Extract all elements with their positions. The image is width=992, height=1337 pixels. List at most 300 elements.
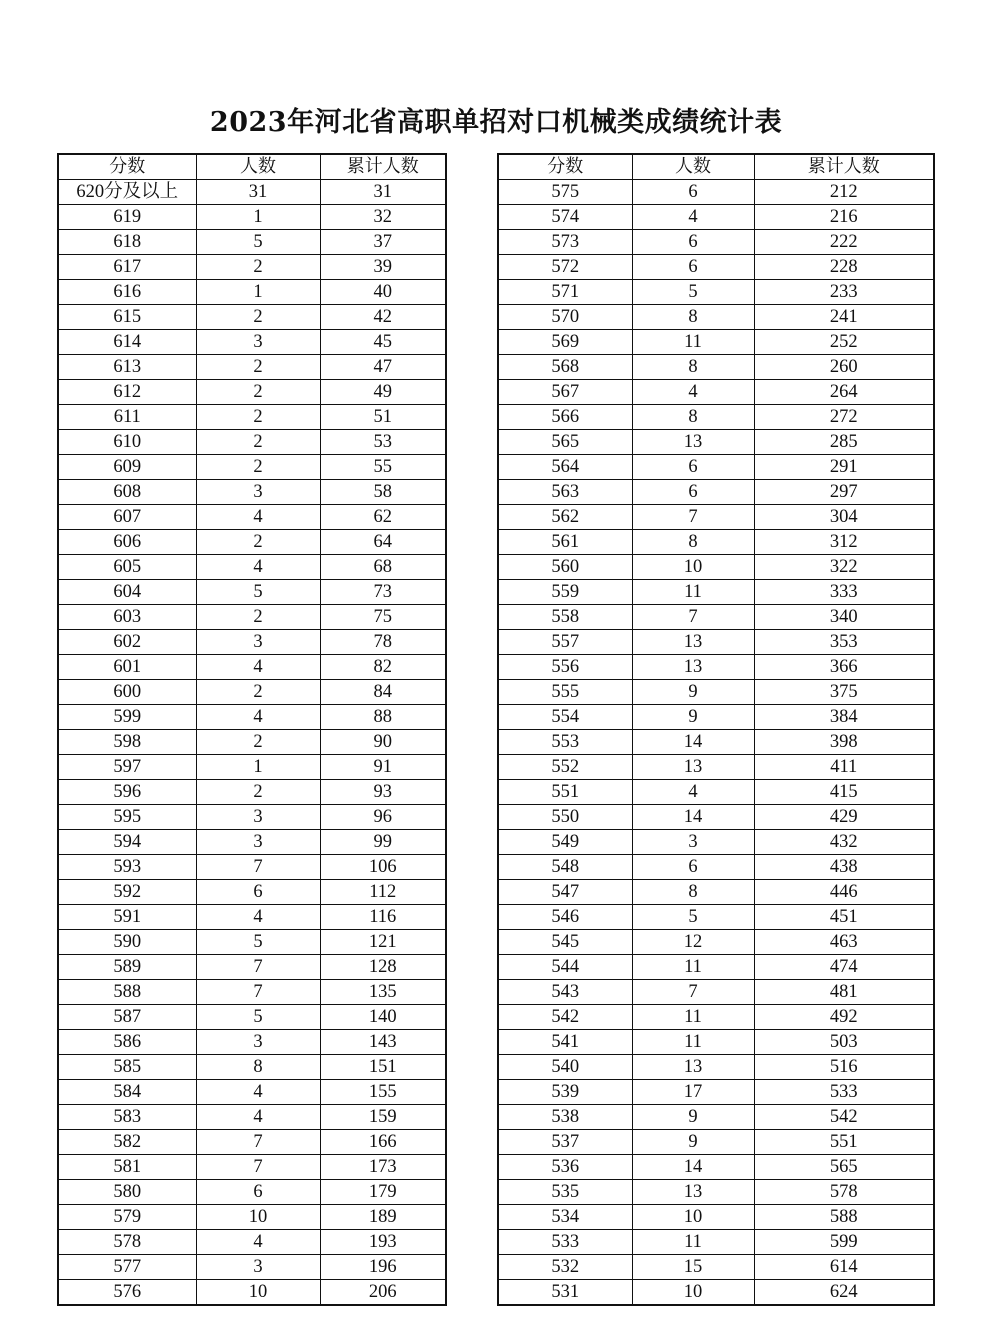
score-cell: 614 — [58, 330, 196, 355]
cumulative-cell: 241 — [754, 305, 934, 330]
score-cell: 594 — [58, 830, 196, 855]
cumulative-cell: 463 — [754, 930, 934, 955]
count-cell: 4 — [196, 1230, 320, 1255]
count-cell: 5 — [196, 1005, 320, 1030]
count-cell: 1 — [196, 205, 320, 230]
cumulative-cell: 159 — [320, 1105, 446, 1130]
count-cell: 4 — [632, 205, 754, 230]
count-cell: 14 — [632, 805, 754, 830]
table-row — [498, 355, 934, 380]
score-cell: 532 — [498, 1255, 632, 1280]
score-cell: 539 — [498, 1080, 632, 1105]
cumulative-cell: 297 — [754, 480, 934, 505]
score-cell: 579 — [58, 1205, 196, 1230]
score-cell: 602 — [58, 630, 196, 655]
count-cell: 5 — [632, 905, 754, 930]
cumulative-cell: 75 — [320, 605, 446, 630]
score-cell: 586 — [58, 1030, 196, 1055]
cumulative-cell: 474 — [754, 955, 934, 980]
count-cell: 3 — [196, 1030, 320, 1055]
cumulative-cell: 312 — [754, 530, 934, 555]
count-cell: 8 — [632, 305, 754, 330]
count-cell: 8 — [632, 405, 754, 430]
cumulative-cell: 91 — [320, 755, 446, 780]
cumulative-cell: 503 — [754, 1030, 934, 1055]
score-cell: 534 — [498, 1205, 632, 1230]
cumulative-cell: 99 — [320, 830, 446, 855]
score-cell: 589 — [58, 955, 196, 980]
cumulative-cell: 40 — [320, 280, 446, 305]
table-row — [58, 1080, 446, 1105]
table-row — [498, 480, 934, 505]
score-cell: 544 — [498, 955, 632, 980]
cumulative-cell: 32 — [320, 205, 446, 230]
table-row — [58, 1180, 446, 1205]
score-cell: 578 — [58, 1230, 196, 1255]
table-row — [58, 430, 446, 455]
cumulative-cell: 49 — [320, 380, 446, 405]
score-cell: 601 — [58, 655, 196, 680]
score-cell: 620分及以上 — [58, 180, 196, 205]
count-cell: 31 — [196, 180, 320, 205]
table-row — [498, 1205, 934, 1230]
count-cell: 5 — [196, 230, 320, 255]
count-cell: 5 — [632, 280, 754, 305]
table-row — [58, 180, 446, 205]
score-cell: 541 — [498, 1030, 632, 1055]
count-cell: 7 — [196, 1155, 320, 1180]
table-row — [58, 230, 446, 255]
cumulative-cell: 366 — [754, 655, 934, 680]
score-cell: 617 — [58, 255, 196, 280]
table-row — [58, 655, 446, 680]
score-cell: 563 — [498, 480, 632, 505]
score-cell: 618 — [58, 230, 196, 255]
score-cell: 558 — [498, 605, 632, 630]
count-cell: 7 — [196, 1130, 320, 1155]
cumulative-cell: 588 — [754, 1205, 934, 1230]
cumulative-cell: 106 — [320, 855, 446, 880]
count-cell: 13 — [632, 430, 754, 455]
cumulative-cell: 37 — [320, 230, 446, 255]
score-cell: 538 — [498, 1105, 632, 1130]
score-cell: 611 — [58, 405, 196, 430]
count-cell: 4 — [196, 1080, 320, 1105]
score-cell: 583 — [58, 1105, 196, 1130]
score-cell: 549 — [498, 830, 632, 855]
table-row — [58, 305, 446, 330]
table-row — [498, 280, 934, 305]
cumulative-cell: 206 — [320, 1280, 446, 1306]
table-row — [498, 680, 934, 705]
score-cell: 582 — [58, 1130, 196, 1155]
table-row — [498, 880, 934, 905]
count-cell: 7 — [632, 505, 754, 530]
cumulative-cell: 90 — [320, 730, 446, 755]
cumulative-cell: 415 — [754, 780, 934, 805]
table-row — [58, 455, 446, 480]
count-cell: 5 — [196, 930, 320, 955]
score-cell: 603 — [58, 605, 196, 630]
count-cell: 4 — [196, 655, 320, 680]
count-cell: 8 — [632, 880, 754, 905]
count-cell: 13 — [632, 630, 754, 655]
table-row — [58, 330, 446, 355]
score-cell: 562 — [498, 505, 632, 530]
table-row — [498, 930, 934, 955]
table-row — [498, 230, 934, 255]
score-cell: 574 — [498, 205, 632, 230]
score-cell: 609 — [58, 455, 196, 480]
count-cell: 9 — [632, 1105, 754, 1130]
cumulative-cell: 446 — [754, 880, 934, 905]
score-cell: 568 — [498, 355, 632, 380]
cumulative-cell: 233 — [754, 280, 934, 305]
table-row — [58, 755, 446, 780]
cumulative-cell: 516 — [754, 1055, 934, 1080]
count-cell: 6 — [196, 880, 320, 905]
score-cell: 605 — [58, 555, 196, 580]
table-row — [58, 1030, 446, 1055]
table-row — [498, 805, 934, 830]
count-cell: 2 — [196, 530, 320, 555]
cumulative-cell: 228 — [754, 255, 934, 280]
count-cell: 2 — [196, 430, 320, 455]
count-cell: 11 — [632, 955, 754, 980]
cumulative-cell: 264 — [754, 380, 934, 405]
table-row — [58, 1105, 446, 1130]
table-row — [58, 580, 446, 605]
table-row — [58, 530, 446, 555]
cumulative-cell: 166 — [320, 1130, 446, 1155]
score-cell: 554 — [498, 705, 632, 730]
score-cell: 580 — [58, 1180, 196, 1205]
cumulative-cell: 82 — [320, 655, 446, 680]
table-row — [498, 830, 934, 855]
score-cell: 588 — [58, 980, 196, 1005]
score-cell: 566 — [498, 405, 632, 430]
score-cell: 561 — [498, 530, 632, 555]
count-cell: 7 — [196, 980, 320, 1005]
cumulative-cell: 429 — [754, 805, 934, 830]
cumulative-cell: 173 — [320, 1155, 446, 1180]
cumulative-cell: 55 — [320, 455, 446, 480]
score-cell: 596 — [58, 780, 196, 805]
table-row — [58, 855, 446, 880]
table-row — [58, 1055, 446, 1080]
table-row — [58, 205, 446, 230]
score-cell: 569 — [498, 330, 632, 355]
cumulative-cell: 322 — [754, 555, 934, 580]
score-cell: 595 — [58, 805, 196, 830]
table-row — [498, 455, 934, 480]
count-cell: 13 — [632, 1055, 754, 1080]
table-row — [58, 905, 446, 930]
count-cell: 2 — [196, 405, 320, 430]
table-row — [498, 380, 934, 405]
score-cell: 612 — [58, 380, 196, 405]
cumulative-cell: 45 — [320, 330, 446, 355]
table-row — [498, 1030, 934, 1055]
count-cell: 17 — [632, 1080, 754, 1105]
count-cell: 3 — [196, 1255, 320, 1280]
table-row — [498, 430, 934, 455]
cumulative-cell: 353 — [754, 630, 934, 655]
count-cell: 3 — [196, 330, 320, 355]
count-cell: 8 — [632, 530, 754, 555]
cumulative-cell: 565 — [754, 1155, 934, 1180]
table-row — [498, 655, 934, 680]
table-row — [498, 1080, 934, 1105]
count-cell: 3 — [196, 480, 320, 505]
cumulative-cell: 451 — [754, 905, 934, 930]
score-cell: 576 — [58, 1280, 196, 1306]
cumulative-cell: 96 — [320, 805, 446, 830]
cumulative-cell: 143 — [320, 1030, 446, 1055]
score-cell: 573 — [498, 230, 632, 255]
count-cell: 14 — [632, 730, 754, 755]
header-cumulative: 累计人数 — [754, 154, 934, 180]
score-cell: 551 — [498, 780, 632, 805]
score-cell: 598 — [58, 730, 196, 755]
cumulative-cell: 492 — [754, 1005, 934, 1030]
cumulative-cell: 398 — [754, 730, 934, 755]
table-row — [58, 505, 446, 530]
table-row — [58, 380, 446, 405]
header-score: 分数 — [58, 154, 196, 180]
score-cell: 572 — [498, 255, 632, 280]
score-cell: 548 — [498, 855, 632, 880]
score-cell: 559 — [498, 580, 632, 605]
count-cell: 9 — [632, 680, 754, 705]
table-row — [58, 880, 446, 905]
score-cell: 619 — [58, 205, 196, 230]
count-cell: 1 — [196, 755, 320, 780]
cumulative-cell: 285 — [754, 430, 934, 455]
count-cell: 3 — [196, 830, 320, 855]
table-row — [498, 730, 934, 755]
score-cell: 616 — [58, 280, 196, 305]
table-row — [58, 1205, 446, 1230]
table-row — [498, 1180, 934, 1205]
score-cell: 565 — [498, 430, 632, 455]
table-row — [498, 305, 934, 330]
count-cell: 11 — [632, 330, 754, 355]
score-cell: 593 — [58, 855, 196, 880]
cumulative-cell: 216 — [754, 205, 934, 230]
count-cell: 13 — [632, 655, 754, 680]
table-row — [58, 480, 446, 505]
score-cell: 597 — [58, 755, 196, 780]
table-row — [58, 280, 446, 305]
score-cell: 600 — [58, 680, 196, 705]
cumulative-cell: 384 — [754, 705, 934, 730]
count-cell: 3 — [632, 830, 754, 855]
cumulative-cell: 31 — [320, 180, 446, 205]
count-cell: 6 — [632, 180, 754, 205]
count-cell: 2 — [196, 680, 320, 705]
score-cell: 535 — [498, 1180, 632, 1205]
count-cell: 6 — [632, 230, 754, 255]
cumulative-cell: 47 — [320, 355, 446, 380]
score-cell: 533 — [498, 1230, 632, 1255]
table-row — [498, 780, 934, 805]
cumulative-cell: 542 — [754, 1105, 934, 1130]
count-cell: 10 — [632, 1280, 754, 1306]
cumulative-cell: 58 — [320, 480, 446, 505]
score-cell: 545 — [498, 930, 632, 955]
count-cell: 6 — [196, 1180, 320, 1205]
count-cell: 7 — [632, 980, 754, 1005]
cumulative-cell: 88 — [320, 705, 446, 730]
score-cell: 591 — [58, 905, 196, 930]
cumulative-cell: 481 — [754, 980, 934, 1005]
count-cell: 4 — [632, 380, 754, 405]
score-cell: 564 — [498, 455, 632, 480]
count-cell: 5 — [196, 580, 320, 605]
count-cell: 2 — [196, 355, 320, 380]
score-table-right — [497, 153, 935, 1306]
count-cell: 7 — [196, 955, 320, 980]
count-cell: 13 — [632, 755, 754, 780]
cumulative-cell: 53 — [320, 430, 446, 455]
cumulative-cell: 196 — [320, 1255, 446, 1280]
table-row — [498, 530, 934, 555]
table-row — [58, 730, 446, 755]
table-row — [498, 1005, 934, 1030]
score-cell: 531 — [498, 1280, 632, 1306]
table-row — [498, 905, 934, 930]
count-cell: 10 — [196, 1205, 320, 1230]
table-row — [498, 330, 934, 355]
score-cell: 536 — [498, 1155, 632, 1180]
cumulative-cell: 578 — [754, 1180, 934, 1205]
count-cell: 2 — [196, 730, 320, 755]
count-cell: 4 — [196, 705, 320, 730]
count-cell: 3 — [196, 805, 320, 830]
count-cell: 8 — [632, 355, 754, 380]
cumulative-cell: 78 — [320, 630, 446, 655]
count-cell: 2 — [196, 605, 320, 630]
count-cell: 6 — [632, 855, 754, 880]
table-row — [58, 930, 446, 955]
table-row — [58, 255, 446, 280]
count-cell: 2 — [196, 255, 320, 280]
header-count: 人数 — [196, 154, 320, 180]
table-row — [58, 980, 446, 1005]
cumulative-cell: 140 — [320, 1005, 446, 1030]
count-cell: 11 — [632, 1230, 754, 1255]
score-cell: 556 — [498, 655, 632, 680]
header-count: 人数 — [632, 154, 754, 180]
table-row — [498, 1105, 934, 1130]
count-cell: 11 — [632, 1030, 754, 1055]
cumulative-cell: 432 — [754, 830, 934, 855]
cumulative-cell: 116 — [320, 905, 446, 930]
table-row — [498, 955, 934, 980]
table-row — [498, 705, 934, 730]
score-cell: 543 — [498, 980, 632, 1005]
table-row — [58, 805, 446, 830]
score-cell: 547 — [498, 880, 632, 905]
score-cell: 607 — [58, 505, 196, 530]
cumulative-cell: 151 — [320, 1055, 446, 1080]
count-cell: 9 — [632, 1130, 754, 1155]
table-row — [58, 605, 446, 630]
table-row — [498, 555, 934, 580]
score-cell: 546 — [498, 905, 632, 930]
score-cell: 542 — [498, 1005, 632, 1030]
count-cell: 4 — [196, 505, 320, 530]
score-cell: 567 — [498, 380, 632, 405]
cumulative-cell: 179 — [320, 1180, 446, 1205]
score-cell: 571 — [498, 280, 632, 305]
count-cell: 3 — [196, 630, 320, 655]
table-row — [58, 1280, 446, 1306]
cumulative-cell: 599 — [754, 1230, 934, 1255]
score-cell: 560 — [498, 555, 632, 580]
table-row — [498, 980, 934, 1005]
score-cell: 537 — [498, 1130, 632, 1155]
score-cell: 557 — [498, 630, 632, 655]
score-cell: 555 — [498, 680, 632, 705]
cumulative-cell: 93 — [320, 780, 446, 805]
table-row — [58, 1230, 446, 1255]
cumulative-cell: 291 — [754, 455, 934, 480]
table-row — [58, 705, 446, 730]
score-cell: 570 — [498, 305, 632, 330]
count-cell: 2 — [196, 455, 320, 480]
cumulative-cell: 411 — [754, 755, 934, 780]
cumulative-cell: 189 — [320, 1205, 446, 1230]
count-cell: 2 — [196, 380, 320, 405]
cumulative-cell: 375 — [754, 680, 934, 705]
cumulative-cell: 51 — [320, 405, 446, 430]
count-cell: 4 — [196, 1105, 320, 1130]
score-cell: 613 — [58, 355, 196, 380]
table-row — [498, 1255, 934, 1280]
table-row — [58, 555, 446, 580]
score-cell: 608 — [58, 480, 196, 505]
count-cell: 4 — [196, 905, 320, 930]
score-cell: 615 — [58, 305, 196, 330]
cumulative-cell: 121 — [320, 930, 446, 955]
table-row — [58, 630, 446, 655]
page-title: 2023年河北省高职单招对口机械类成绩统计表 — [209, 107, 783, 138]
cumulative-cell: 68 — [320, 555, 446, 580]
cumulative-cell: 128 — [320, 955, 446, 980]
cumulative-cell: 438 — [754, 855, 934, 880]
count-cell: 9 — [632, 705, 754, 730]
count-cell: 12 — [632, 930, 754, 955]
table-row — [58, 955, 446, 980]
cumulative-cell: 252 — [754, 330, 934, 355]
table-row — [498, 580, 934, 605]
score-cell: 540 — [498, 1055, 632, 1080]
cumulative-cell: 112 — [320, 880, 446, 905]
cumulative-cell: 533 — [754, 1080, 934, 1105]
cumulative-cell: 260 — [754, 355, 934, 380]
score-cell: 610 — [58, 430, 196, 455]
table-row — [498, 255, 934, 280]
table-row — [498, 1155, 934, 1180]
cumulative-cell: 42 — [320, 305, 446, 330]
header-cumulative: 累计人数 — [320, 154, 446, 180]
cumulative-cell: 39 — [320, 255, 446, 280]
score-cell: 584 — [58, 1080, 196, 1105]
table-row — [498, 1280, 934, 1306]
table-row — [58, 1255, 446, 1280]
